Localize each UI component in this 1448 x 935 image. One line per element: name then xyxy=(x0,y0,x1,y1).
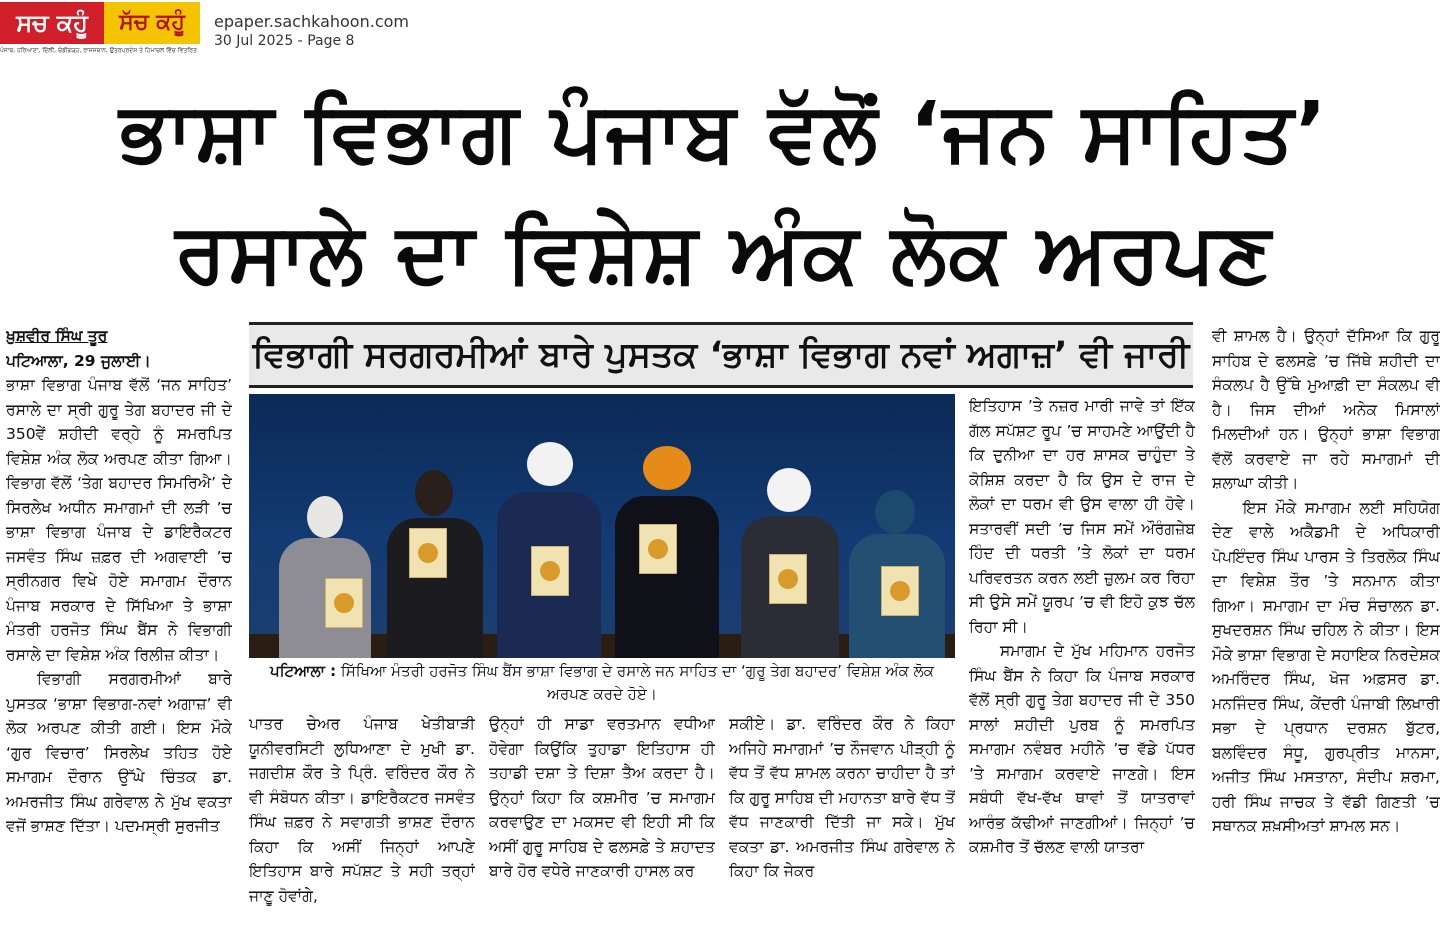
person-1 xyxy=(269,438,379,658)
event-photo xyxy=(249,394,955,658)
subheadline-text: ਵਿਭਾਗੀ ਸਰਗਰਮੀਆਂ ਬਾਰੇ ਪੁਸਤਕ ‘ਭਾਸ਼ਾ ਵਿਭਾਗ ਨਵਾਂ ਅਗਾਜ਼’ ਵੀ ਜਾਰੀ xyxy=(252,335,1190,375)
article-column-1 xyxy=(6,324,232,930)
photo-caption xyxy=(249,660,955,706)
site-url[interactable]: epaper.sachkahoon.com xyxy=(214,12,409,31)
paragraph: ਇਸ ਮੌਕੇ ਸਮਾਗਮ ਲਈ ਸਹਿਯੋਗ ਦੇਣ ਵਾਲੇ ਅਕੈਡਮੀ ਦੇ ਅਧਿਕਾਰੀ ਪੋਪਇੰਦਰ ਸਿੰਘ ਪਾਰਸ ਤੇ ਤਿਰਲੋਕ ਸਿੰਘ ਦਾ ਵਿਸ਼ੇਸ਼ ਤੌਰ ’ਤੇ ਸਨਮਾਨ ਕੀਤਾ ਗਿਆ। ਸਮਾਗਮ ਦਾ ਮੰਚ ਸੰਚਾਲਨ ਡਾ. ਸੁਖਦਰਸ਼ਨ ਸਿੰਘ ਚਹਿਲ ਨੇ ਕੀਤਾ। ਇਸ ਮੌਕੇ ਭਾਸ਼ਾ ਵਿਭਾਗ ਦੇ ਸਹਾਇਕ ਨਿਰਦੇਸ਼ਕ ਅਮਰਿੰਦਰ ਸਿੰਘ, ਖੋਜ ਅਫ਼ਸਰ ਡਾ. ਮਨਜਿੰਦਰ ਸਿੰਘ, ਕੇਂਦਰੀ ਪੰਜਾਬੀ ਲਿਖਾਰੀ ਸਭਾ ਦੇ ਪ੍ਰਧਾਨ ਦਰਸ਼ਨ ਬੁੱਟਰ, ਬਲਵਿੰਦਰ ਸੰਧੂ, ਗੁਰਪ੍ਰੀਤ ਮਾਨਸਾ, ਅਜੀਤ ਸਿੰਘ ਮਸਤਾਨਾ, ਸੰਦੀਪ ਸ਼ਰਮਾ, ਹਰੀ ਸਿੰਘ ਜਾਚਕ ਤੇ ਵੱਡੀ ਗਿਣਤੀ ’ਚ ਸਥਾਨਕ ਸ਼ਖ਼ਸੀਅਤਾਂ ਸ਼ਾਮਲ ਸਨ। xyxy=(1212,498,1440,835)
paragraph: ਵਿਭਾਗੀ ਸਰਗਰਮੀਆਂ ਬਾਰੇ ਪੁਸਤਕ ‘ਭਾਸ਼ਾ ਵਿਭਾਗ-ਨਵਾਂ ਅਗਾਜ਼’ ਵੀ ਲੋਕ ਅਰਪਣ ਕੀਤੀ ਗਈ। ਇਸ ਮੌਕੇ ‘ਗੁਰ ਵਿਚਾਰ’ ਸਿਰਲੇਖ ਤਹਿਤ ਹੋਏ ਸਮਾਗਮ ਦੌਰਾਨ ਉੱਘੇ ਚਿੰਤਕ ਡਾ. ਅਮਰਜੀਤ ਸਿੰਘ ਗਰੇਵਾਲ ਨੇ ਮੁੱਖ ਵਕਤਾ ਵਜੋਂ ਭਾਸ਼ਣ ਦਿੱਤਾ। ਪਦਮਸ੍ਰੀ ਸੁਰਜੀਤ xyxy=(6,670,232,835)
person-5 xyxy=(733,426,843,658)
person-6 xyxy=(841,438,951,658)
article-column-6 xyxy=(1212,324,1440,930)
person-2 xyxy=(379,428,489,658)
paragraph: ਭਾਸ਼ਾ ਵਿਭਾਗ ਪੰਜਾਬ ਵੱਲੋਂ ‘ਜਨ ਸਾਹਿਤ’ ਰਸਾਲੇ ਦਾ ਸ੍ਰੀ ਗੁਰੂ ਤੇਗ ਬਹਾਦਰ ਜੀ ਦੇ 350ਵੇਂ ਸ਼ਹੀਦੀ ਵਰ੍ਹੇ ਨੂੰ ਸਮਰਪਿਤ ਵਿਸ਼ੇਸ਼ ਅੰਕ ਲੋਕ ਅਰਪਣ ਕੀਤਾ ਗਿਆ। ਵਿਭਾਗ ਵੱਲੋਂ ‘ਤੇਗ ਬਹਾਦਰ ਸਿਮਰਿਐ’ ਦੇ ਸਿਰਲੇਖ ਅਧੀਨ ਸਮਾਗਮਾਂ ਦੀ ਲੜੀ ’ਚ ਭਾਸ਼ਾ ਵਿਭਾਗ ਪੰਜਾਬ ਦੇ ਡਾਇਰੈਕਟਰ ਜਸਵੰਤ ਸਿੰਘ ਜ਼ਫ਼ਰ ਦੀ ਅਗਵਾਈ ’ਚ ਸ੍ਰੀਨਗਰ ਵਿਖੇ ਹੋਏ ਸਮਾਗਮ ਦੌਰਾਨ ਪੰਜਾਬ ਸਰਕਾਰ ਦੇ ਸਿੱਖਿਆ ਤੇ ਭਾਸ਼ਾ ਮੰਤਰੀ ਹਰਜੋਤ ਸਿੰਘ ਬੈਂਸ ਨੇ ਵਿਭਾਗੀ ਰਸਾਲੇ ਦਾ ਵਿਸ਼ੇਸ਼ ਅੰਕ ਰਿਲੀਜ਼ ਕੀਤਾ। xyxy=(6,376,232,664)
paragraph: ਸਕੀਏ। ਡਾ. ਵਰਿੰਦਰ ਕੌਰ ਨੇ ਕਿਹਾ ਅਜਿਹੇ ਸਮਾਗਮਾਂ ’ਚ ਨੌਜਵਾਨ ਪੀੜ੍ਹੀ ਨੂੰ ਵੱਧ ਤੋਂ ਵੱਧ ਸ਼ਾਮਲ ਕਰਨਾ ਚਾਹੀਦਾ ਹੈ ਤਾਂ ਕਿ ਗੁਰੂ ਸਾਹਿਬ ਦੀ ਮਹਾਨਤਾ ਬਾਰੇ ਵੱਧ ਤੋਂ ਵੱਧ ਜਾਣਕਾਰੀ ਦਿੱਤੀ ਜਾ ਸਕੇ। ਮੁੱਖ ਵਕਤਾ ਡਾ. ਅਮਰਜੀਤ ਸਿੰਘ ਗਰੇਵਾਲ ਨੇ ਕਿਹਾ ਕਿ ਜੇਕਰ xyxy=(729,715,955,880)
dateline: ਪਟਿਆਲਾ, 29 ਜੁਲਾਈ। xyxy=(6,351,151,370)
logo-hindi-text: ਸਚ ਕਹੂੰ xyxy=(16,9,88,37)
person-3 xyxy=(487,418,607,658)
byline: ਖ਼ੁਸ਼ਵੀਰ ਸਿੰਘ ਤੂਰ xyxy=(6,327,108,345)
masthead xyxy=(0,0,1448,62)
logo-hindi xyxy=(0,2,104,44)
subheadline xyxy=(249,322,1193,388)
headline-line-1: ਭਾਸ਼ਾ ਵਿਭਾਗ ਪੰਜਾਬ ਵੱਲੋਂ ‘ਜਨ ਸਾਹਿਤ’ xyxy=(119,85,1329,180)
paragraph: ਉਨ੍ਹਾਂ ਹੀ ਸਾਡਾ ਵਰਤਮਾਨ ਵਧੀਆ ਹੋਵੇਗਾ ਕਿਉਂਕਿ ਤੁਹਾਡਾ ਇਤਿਹਾਸ ਹੀ ਤਹਾਡੀ ਦਸ਼ਾ ਤੇ ਦਿਸ਼ਾ ਤੈਅ ਕਰਦਾ ਹੈ। ਉਨ੍ਹਾਂ ਕਿਹਾ ਕਿ ਕਸ਼ਮੀਰ ’ਚ ਸਮਾਗਮ ਕਰਵਾਉਣ ਦਾ ਮਕਸਦ ਵੀ ਇਹੀ ਸੀ ਕਿ ਅਸੀਂ ਗੁਰੂ ਸਾਹਿਬ ਦੇ ਫਲਸਫ਼ੇ ਤੇ ਸ਼ਹਾਦਤ ਬਾਰੇ ਹੋਰ ਵਧੇਰੇ ਜਾਣਕਾਰੀ ਹਾਸਲ ਕਰ xyxy=(489,715,715,880)
caption-text: ਸਿੱਖਿਆ ਮੰਤਰੀ ਹਰਜੋਤ ਸਿੰਘ ਬੈਂਸ ਭਾਸ਼ਾ ਵਿਭਾਗ ਦੇ ਰਸਾਲੇ ਜਨ ਸਾਹਿਤ ਦਾ ‘ਗੁਰੂ ਤੇਗ ਬਹਾਦਰ’ ਵਿਸ਼ੇਸ਼ ਅੰਕ ਲੋਕ ਅਰਪਣ ਕਰਦੇ ਹੋਏ। xyxy=(340,662,934,703)
article-column-2 xyxy=(249,712,475,930)
person-4 xyxy=(605,420,725,658)
paragraph: ਸਮਾਗਮ ਦੇ ਮੁੱਖ ਮਹਿਮਾਨ ਹਰਜੋਤ ਸਿੰਘ ਬੈਂਸ ਨੇ ਕਿਹਾ ਕਿ ਪੰਜਾਬ ਸਰਕਾਰ ਵੱਲੋਂ ਸ੍ਰੀ ਗੁਰੂ ਤੇਗ ਬਹਾਦਰ ਜੀ ਦੇ 350 ਸਾਲਾਂ ਸ਼ਹੀਦੀ ਪੁਰਬ ਨੂੰ ਸਮਰਪਿਤ ਸਮਾਗਮ ਨਵੰਬਰ ਮਹੀਨੇ ’ਚ ਵੱਡੇ ਪੱਧਰ ’ਤੇ ਸਮਾਗਮ ਕਰਵਾਏ ਜਾਣਗੇ। ਇਸ ਸਬੰਧੀ ਵੱਖ-ਵੱਖ ਥਾਵਾਂ ਤੋਂ ਯਾਤਰਾਵਾਂ ਆਰੰਭ ਕੱਢੀਆਂ ਜਾਣਗੀਆਂ। ਜਿਨ੍ਹਾਂ ’ਚ ਕਸ਼ਮੀਰ ਤੋਂ ਚੱਲਣ ਵਾਲੀ ਯਾਤਰਾ xyxy=(969,642,1195,856)
caption-place: ਪਟਿਆਲਾ : xyxy=(270,662,337,680)
headline-line-2: ਰਸਾਲੇ ਦਾ ਵਿਸ਼ੇਸ਼ ਅੰਕ ਲੋਕ ਅਰਪਣ xyxy=(175,206,1273,301)
paragraph: ਪਾਤਰ ਚੇਅਰ ਪੰਜਾਬ ਖੇਤੀਬਾੜੀ ਯੂਨੀਵਰਸਿਟੀ ਲੁਧਿਆਣਾ ਦੇ ਮੁਖੀ ਡਾ. ਜਗਦੀਸ਼ ਕੌਰ ਤੇ ਪ੍ਰਿੰ. ਵਰਿੰਦਰ ਕੌਰ ਨੇ ਵੀ ਸੰਬੋਧਨ ਕੀਤਾ। ਡਾਇਰੈਕਟਰ ਜਸਵੰਤ ਸਿੰਘ ਜ਼ਫ਼ਰ ਨੇ ਸਵਾਗਤੀ ਭਾਸ਼ਣ ਦੌਰਾਨ ਕਿਹਾ ਕਿ ਅਸੀਂ ਜਿਨ੍ਹਾਂ ਆਪਣੇ ਇਤਿਹਾਸ ਬਾਰੇ ਸਪੱਸ਼ਟ ਤੇ ਸਹੀ ਤਰ੍ਹਾਂ ਜਾਣੂ ਹੋਵਾਂਗੇ, xyxy=(249,715,475,905)
article-column-5 xyxy=(969,394,1195,930)
paragraph: ਵੀ ਸ਼ਾਮਲ ਹੈ। ਉਨ੍ਹਾਂ ਦੱਸਿਆ ਕਿ ਗੁਰੂ ਸਾਹਿਬ ਦੇ ਫਲਸਫ਼ੇ ’ਚ ਜਿੱਥੇ ਸ਼ਹੀਦੀ ਦਾ ਸੰਕਲਪ ਹੈ ਉੱਥੇ ਮੁਆਫ਼ੀ ਦਾ ਸੰਕਲਪ ਵੀ ਹੈ। ਜਿਸ ਦੀਆਂ ਅਨੇਕ ਮਿਸਾਲਾਂ ਮਿਲਦੀਆਂ ਹਨ। ਉਨ੍ਹਾਂ ਭਾਸ਼ਾ ਵਿਭਾਗ ਵੱਲੋਂ ਕਰਵਾਏ ਜਾ ਰਹੇ ਸਮਾਗਮਾਂ ਦੀ ਸ਼ਲਾਘਾ ਕੀਤੀ। xyxy=(1212,327,1440,492)
newspaper-logo[interactable] xyxy=(0,0,200,58)
article-column-4 xyxy=(729,712,955,930)
paragraph: ਇਤਿਹਾਸ ’ਤੇ ਨਜ਼ਰ ਮਾਰੀ ਜਾਵੇ ਤਾਂ ਇੱਕ ਗੱਲ ਸਪੱਸ਼ਟ ਰੂਪ ’ਚ ਸਾਹਮਣੇ ਆਉਂਦੀ ਹੈ ਕਿ ਦੁਨੀਆ ਦਾ ਹਰ ਸ਼ਾਸਕ ਚਾਹੁੰਦਾ ਤੇ ਕੋਸ਼ਿਸ਼ ਕਰਦਾ ਹੈ ਕਿ ਉਸ ਦੇ ਰਾਜ ਦੇ ਲੋਕਾਂ ਦਾ ਧਰਮ ਵੀ ਉਸ ਵਾਲਾ ਹੀ ਹੋਵੇ। ਸਤਾਰਵੀਂ ਸਦੀ ’ਚ ਜਿਸ ਸਮੇਂ ਔਰੰਗਜ਼ੇਬ ਹਿੰਦ ਦੀ ਧਰਤੀ ’ਤੇ ਲੋਕਾਂ ਦਾ ਧਰਮ ਪਰਿਵਰਤਨ ਕਰਨ ਲਈ ਜ਼ੁਲਮ ਕਰ ਰਿਹਾ ਸੀ ਉਸੇ ਸਮੇਂ ਯੂਰਪ ’ਚ ਵੀ ਇਹੋ ਕੁਝ ਚੱਲ ਰਿਹਾ ਸੀ। xyxy=(969,397,1195,636)
article-column-3 xyxy=(489,712,715,930)
logo-punjabi-text: ਸੱਚ ਕਹੂੰ xyxy=(119,10,185,35)
logo-punjabi xyxy=(104,2,200,44)
distribution-strip: ਪੰਜਾਬ, ਹਰਿਆਣਾ, ਦਿੱਲੀ, ਚੰਡੀਗੜ੍ਹ, ਰਾਜਸਥਾਨ, ਉਤਰਪ੍ਰਦੇਸ਼ ਤੇ ਹਿਮਾਚਲ ਵਿੱਚ ਵਿਤਰਿਤ xyxy=(0,47,197,54)
edition-date: 30 Jul 2025 - Page 8 xyxy=(214,33,355,49)
